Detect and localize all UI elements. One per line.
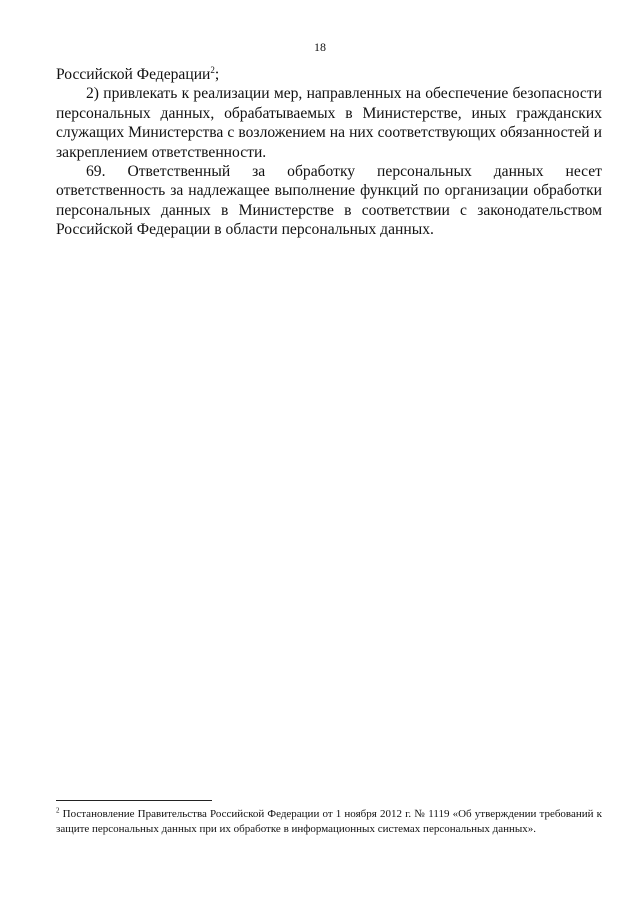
page-number: 18 — [314, 40, 326, 54]
body-text — [56, 65, 602, 240]
paragraph-item-2: 2) привлекать к реализации мер, направленных на обеспечение безопасности персональных данных, обрабатываемых в Министерстве, иных гражданских служащих Министерства с возложением на них соответствующих обязанностей и закреплением ответственности. — [56, 85, 602, 161]
footnote-separator — [56, 800, 212, 801]
footnote — [56, 807, 602, 836]
continuation-text: Российской Федерации — [56, 66, 211, 83]
continuation-paragraph — [56, 65, 602, 84]
continuation-tail: ; — [214, 66, 220, 83]
footnote-reference: 2 — [210, 64, 215, 75]
paragraph-item-69: 69. Ответственный за обработку персональных данных несет ответственность за надлежащее выполнение функций по организации обработки персональных данных в Министерстве в соответствии с законодательством Российской Федерации в области персональных данных. — [56, 163, 602, 239]
footnote-marker: 2 — [56, 806, 60, 815]
footnote-text: Постановление Правительства Российской Федерации от 1 ноября 2012 г. № 1119 «Об утверждении требований к защите персональных данных при их обработке в информационных системах персональных данных». — [56, 808, 602, 835]
